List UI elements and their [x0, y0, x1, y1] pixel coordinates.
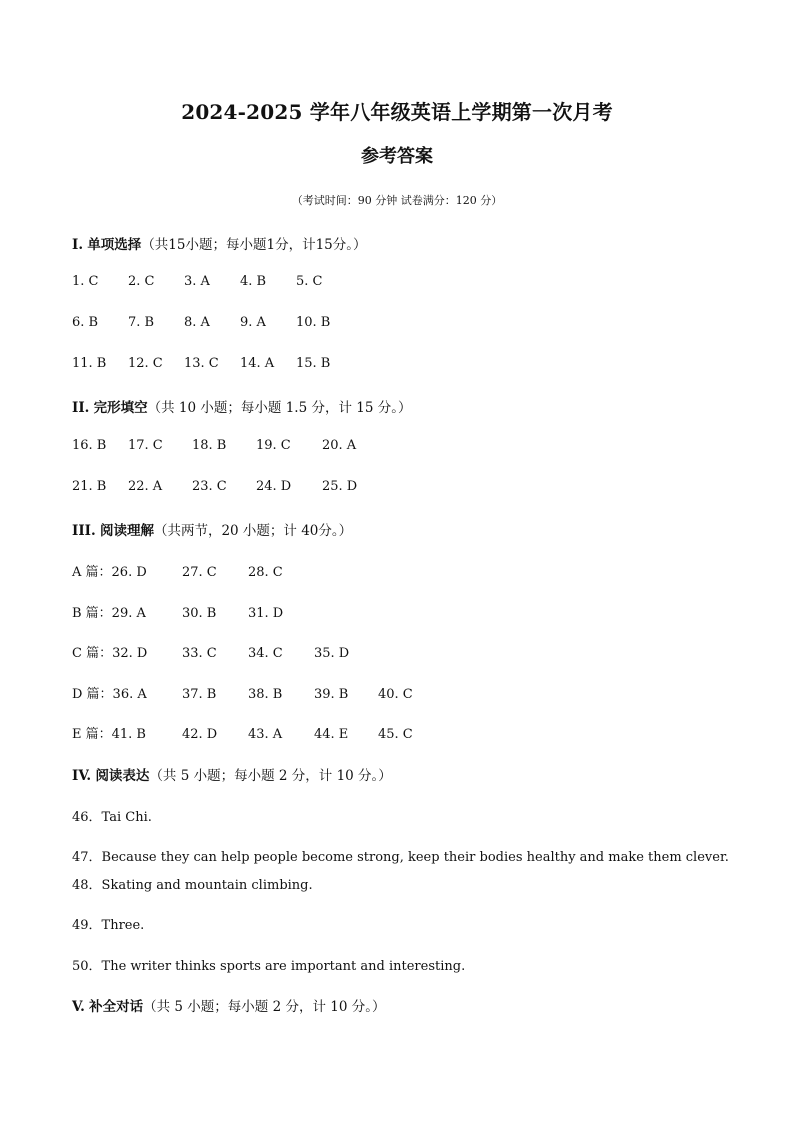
answer-item: 42. D [182, 727, 218, 742]
section-number: V. [72, 999, 85, 1015]
section-heading-1 [72, 233, 367, 253]
answer-item: 44. E [314, 727, 349, 742]
answer-item: 17. C [128, 438, 163, 453]
answer-item: 24. D [256, 479, 292, 494]
section-number: IV. [72, 768, 92, 784]
answer-item: 7. B [128, 315, 155, 330]
answer-item: 39. B [314, 687, 349, 702]
section-number: II. [72, 400, 90, 416]
answer-item: 11. B [72, 356, 107, 371]
answer-item: 14. A [240, 356, 275, 371]
answer-row [72, 561, 283, 580]
section-desc: （共两节，20 小题；计 40分。） [153, 523, 353, 539]
answer-item: 2. C [128, 274, 155, 289]
answer-item: 8. A [184, 315, 210, 330]
answer-item: 18. B [192, 438, 227, 453]
answer-text: 47．Because they can help people become strong, keep their bodies healthy and make them clever. [72, 850, 729, 865]
answer-item: 33. C [182, 646, 217, 661]
section-desc: （共 5 小题；每小题 2 分，计 10 分。） [143, 999, 386, 1015]
answer-text: 48．Skating and mountain climbing. [72, 878, 313, 893]
answer-row [72, 602, 283, 621]
answer-item: 35. D [314, 646, 350, 661]
answer-item: 23. C [192, 479, 227, 494]
answer-row [72, 438, 356, 453]
section-number: I. [72, 237, 84, 253]
answer-item: 37. B [182, 687, 217, 702]
answer-item: 43. A [248, 727, 283, 742]
answer-item: B 篇：29. A [72, 606, 146, 621]
section-name: 完形填空 [93, 400, 148, 416]
answer-item: E 篇：41. B [72, 727, 146, 742]
answer-row [72, 642, 349, 661]
answer-text: 49．Three. [72, 918, 145, 933]
section-desc: （共 10 小题；每小题 1.5 分，计 15 分。） [147, 400, 412, 416]
answer-row [72, 479, 357, 494]
answer-item: 30. B [182, 606, 217, 621]
answer-item: A 篇：26. D [72, 565, 147, 580]
exam-meta: （考试时间：90 分钟 试卷满分：120 分） [291, 194, 503, 207]
section-desc: （共 5 小题；每小题 2 分，计 10 分。） [149, 768, 392, 784]
answer-item: 19. C [256, 438, 291, 453]
answer-item: 22. A [128, 479, 163, 494]
page-title: 2024-2025 学年八年级英语上学期第一次月考 [181, 100, 613, 124]
answer-item: 31. D [248, 606, 284, 621]
answer-item: 3. A [184, 274, 210, 289]
section-desc: （共15小题；每小题1分，计15分。） [141, 237, 367, 253]
answer-item: 28. C [248, 565, 283, 580]
answer-item: 1. C [72, 274, 99, 289]
answer-item: 20. A [322, 438, 357, 453]
answer-item: 13. C [184, 356, 219, 371]
section-heading-4 [72, 764, 392, 784]
answer-item: 9. A [240, 315, 266, 330]
answer-item: 12. C [128, 356, 163, 371]
answer-item: 25. D [322, 479, 358, 494]
page-subtitle: 参考答案 [361, 146, 433, 167]
answer-item: 21. B [72, 479, 107, 494]
answer-row [72, 315, 330, 330]
section-name: 阅读表达 [95, 768, 150, 784]
answer-row [72, 723, 413, 742]
answer-item: 15. B [296, 356, 331, 371]
section-heading-5 [72, 995, 385, 1015]
answer-text: 46．Tai Chi. [72, 810, 152, 825]
answer-item: 27. C [182, 565, 217, 580]
answer-item: 16. B [72, 438, 107, 453]
answer-item: 40. C [378, 687, 413, 702]
answer-item: 4. B [240, 274, 267, 289]
answer-item: 10. B [296, 315, 331, 330]
section-heading-2 [72, 396, 411, 416]
answer-item: 38. B [248, 687, 283, 702]
answer-row [72, 274, 322, 289]
section-name: 补全对话 [89, 999, 144, 1015]
answer-item: 6. B [72, 315, 99, 330]
section-number: III. [72, 523, 96, 539]
answer-row [72, 356, 330, 371]
answer-item: C 篇：32. D [72, 646, 148, 661]
section-name: 单项选择 [87, 237, 142, 253]
answer-item: 34. C [248, 646, 283, 661]
section-heading-3 [72, 519, 352, 539]
answer-row [72, 683, 413, 702]
answer-item: D 篇：36. A [72, 687, 147, 702]
answer-item: 5. C [296, 274, 323, 289]
answer-text: 50．The writer thinks sports are important and interesting. [72, 959, 466, 974]
section-name: 阅读理解 [99, 523, 154, 539]
answer-item: 45. C [378, 727, 413, 742]
